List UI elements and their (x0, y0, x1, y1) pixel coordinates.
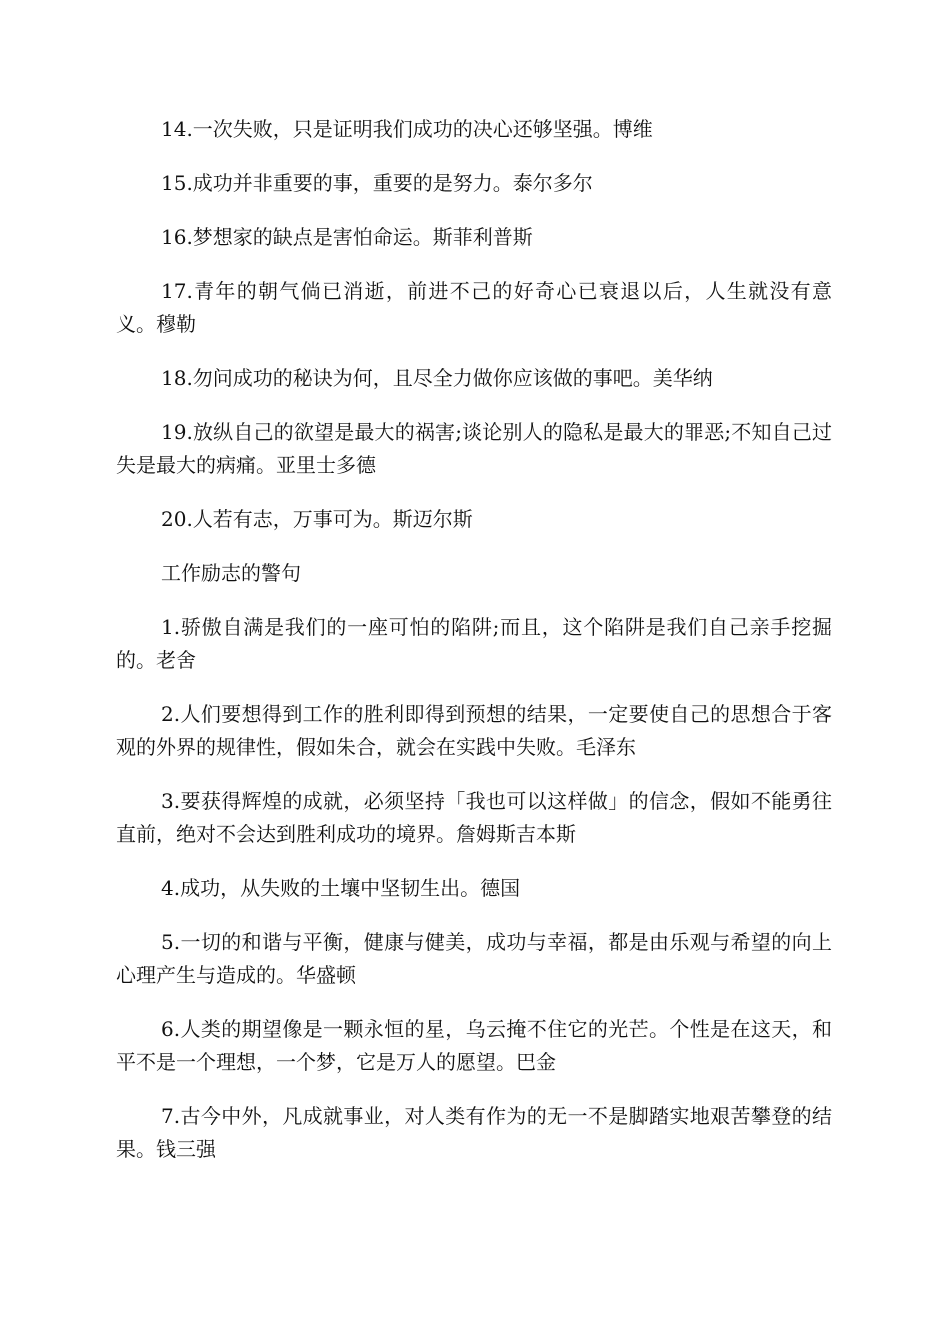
quote-paragraph: 4.成功，从失败的土壤中坚韧生出。德国 (161, 876, 521, 900)
quote-paragraph: 1.骄傲自满是我们的一座可怕的陷阱;而且，这个陷阱是我们自己亲手挖掘的。老舍 (116, 615, 832, 672)
quote-paragraph: 20.人若有志，万事可为。斯迈尔斯 (161, 507, 473, 531)
quote-paragraph: 17.青年的朝气倘已消逝，前进不己的好奇心已衰退以后，人生就没有意义。穆勒 (116, 279, 832, 336)
quote-paragraph: 3.要获得辉煌的成就，必须坚持「我也可以这样做」的信念，假如不能勇往直前，绝对不会达到胜利成功的境界。詹姆斯吉本斯 (116, 789, 832, 846)
quote-paragraph: 7.古今中外，凡成就事业，对人类有作为的无一不是脚踏实地艰苦攀登的结果。钱三强 (116, 1104, 832, 1161)
quote-paragraph: 19.放纵自己的欲望是最大的祸害;谈论别人的隐私是最大的罪恶;不知自己过失是最大的病痛。亚里士多德 (116, 420, 832, 477)
quote-paragraph: 15.成功并非重要的事，重要的是努力。泰尔多尔 (161, 171, 593, 195)
section-heading: 工作励志的警句 (161, 561, 301, 585)
quote-paragraph: 2.人们要想得到工作的胜利即得到预想的结果，一定要使自己的思想合于客观的外界的规律性，假如朱合，就会在实践中失败。毛泽东 (116, 702, 832, 759)
quote-paragraph: 14.一次失败，只是证明我们成功的决心还够坚强。博维 (161, 117, 653, 141)
quote-paragraph: 6.人类的期望像是一颗永恒的星，乌云掩不住它的光芒。个性是在这天，和平不是一个理想，一个梦，它是万人的愿望。巴金 (116, 1017, 832, 1074)
document-body (116, 113, 832, 1187)
quote-paragraph: 16.梦想家的缺点是害怕命运。斯菲利普斯 (161, 225, 533, 249)
quote-paragraph: 5.一切的和谐与平衡，健康与健美，成功与幸福，都是由乐观与希望的向上心理产生与造成的。华盛顿 (116, 930, 832, 987)
quote-paragraph: 18.勿问成功的秘诀为何，且尽全力做你应该做的事吧。美华纳 (161, 366, 713, 390)
